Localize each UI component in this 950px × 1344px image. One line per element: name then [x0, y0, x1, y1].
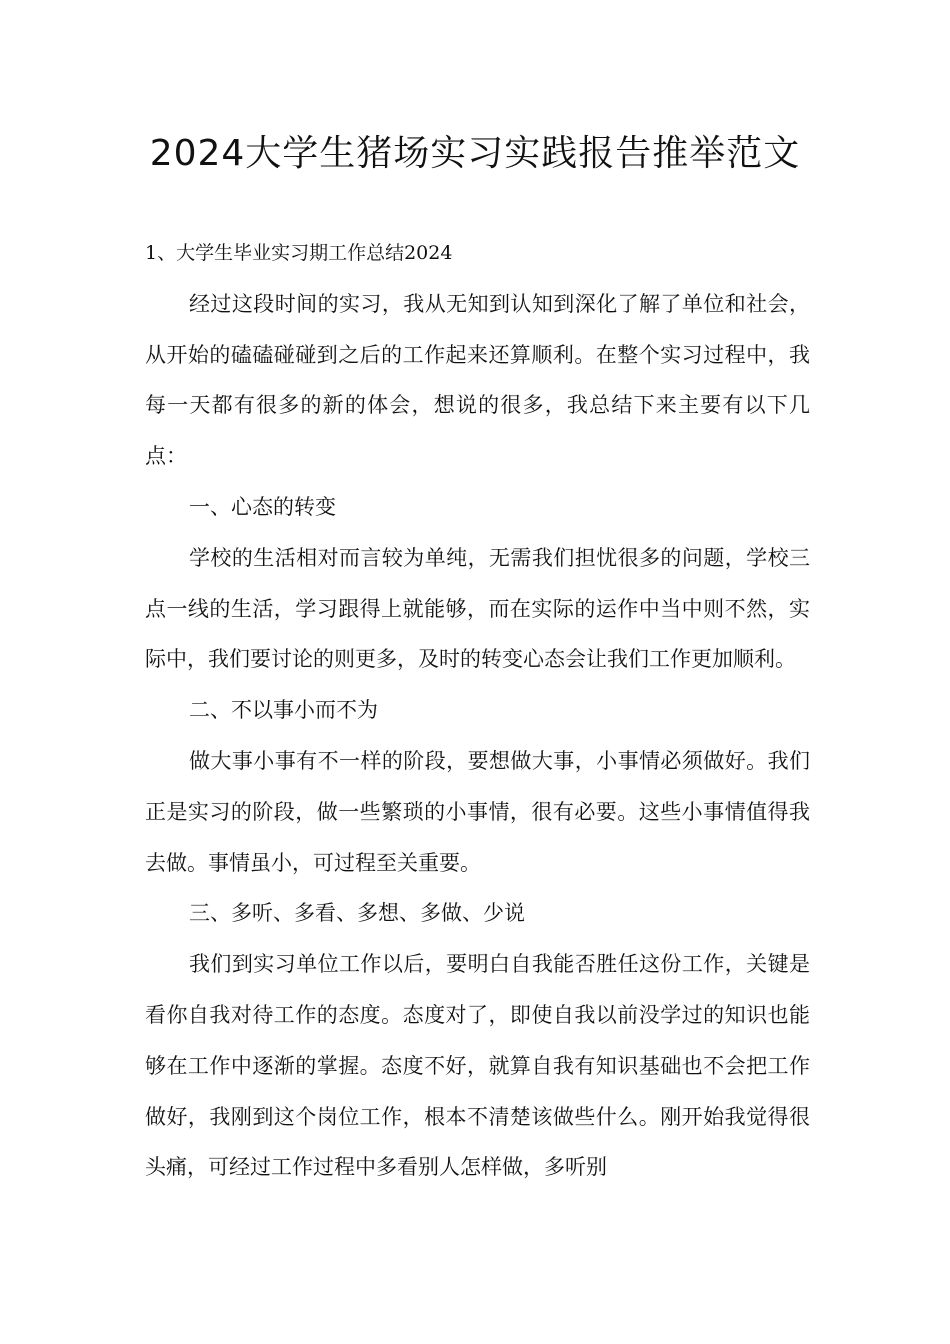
paragraph: 我们到实习单位工作以后，要明白自我能否胜任这份工作，关键是看你自我对待工作的态度。态度对了，即使自我以前没学过的知识也能够在工作中逐渐的掌握。态度不好，就算自我有知识基础也不会把工作做好，我刚到这个岗位工作，根本不清楚该做些什么。刚开始我觉得很头痛，可经过工作过程中多看别人怎样做，多听别 — [145, 952, 810, 1180]
document-title: 2024大学生猪场实习实践报告推举范文 — [149, 133, 801, 174]
paragraph: 学校的生活相对而言较为单纯，无需我们担忧很多的问题，学校三点一线的生活，学习跟得上就能够，而在实际的运作中当中则不然，实际中，我们要讨论的则更多，及时的转变心态会让我们工作更加顺利。 — [145, 545, 810, 672]
paragraph: 经过这段时间的实习，我从无知到认知到深化了解了单位和社会，从开始的磕磕碰碰到之后的工作起来还算顺利。在整个实习过程中，我每一天都有很多的新的体会，想说的很多，我总结下来主要有以下几点： — [145, 291, 810, 469]
subheading-listen-look-think: 三、多听、多看、多想、多做、少说 — [189, 901, 525, 926]
section-heading: 1、大学生毕业实习期工作总结2024 — [145, 242, 453, 264]
paragraph: 做大事小事有不一样的阶段，要想做大事，小事情必须做好。我们正是实习的阶段，做一些繁琐的小事情，很有必要。这些小事情值得我去做。事情虽小，可过程至关重要。 — [145, 748, 810, 875]
document-body — [145, 228, 810, 1193]
subheading-mindset-change: 一、心态的转变 — [189, 494, 336, 519]
subheading-small-things: 二、不以事小而不为 — [189, 698, 378, 723]
